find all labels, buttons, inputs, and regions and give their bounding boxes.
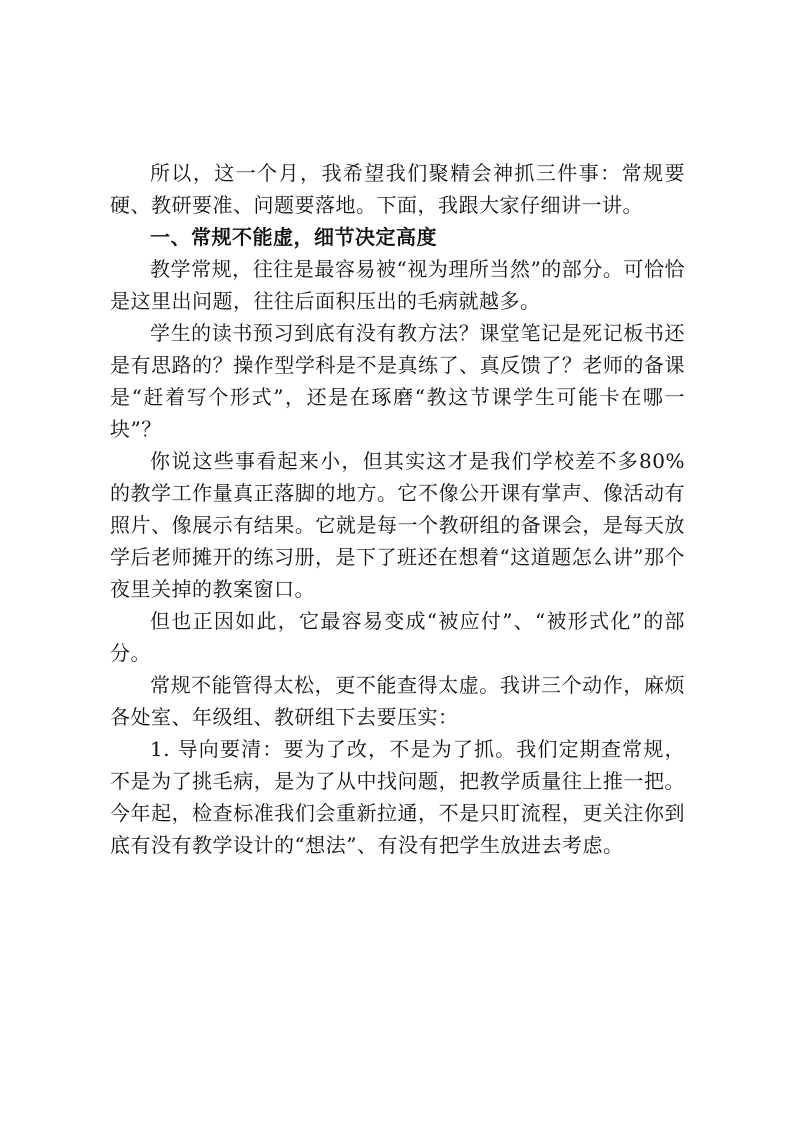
paragraph: 你说这些事看起来小，但其实这才是我们学校差不多80%的教学工作量真正落脚的地方。它不像公开课有掌声、像活动有照片、像展示有结果。它就是每一个教研组的备课会，是每天放学后老师摊开的练习册，是下了班还在想着“这道题怎么讲”那个夜里关掉的教案窗口。 <box>110 449 685 601</box>
paragraph-intro: 所以，这一个月，我希望我们聚精会神抓三件事：常规要硬、教研要准、问题要落地。下面，我跟大家仔细讲一讲。 <box>110 161 685 217</box>
paragraph: 但也正因如此，它最容易变成“被应付”、“被形式化”的部分。 <box>110 609 685 665</box>
paragraph: 教学常规，往往是最容易被“视为理所当然”的部分。可恰恰是这里出问题，往往后面积压出的毛病就越多。 <box>110 257 685 313</box>
document-body <box>110 157 685 861</box>
section-heading: 一、常规不能虚，细节决定高度 <box>150 225 437 249</box>
paragraph: 常规不能管得太松，更不能查得太虚。我讲三个动作，麻烦各处室、年级组、教研组下去要压实： <box>110 673 685 729</box>
numbered-paragraph: 1. 导向要清：要为了改，不是为了抓。我们定期查常规，不是为了挑毛病，是为了从中找问题，把教学质量往上推一把。今年起，检查标准我们会重新拉通，不是只盯流程，更关注你到底有没有教学设计的“想法”、有没有把学生放进去考虑。 <box>110 737 685 857</box>
paragraph: 学生的读书预习到底有没有教方法？课堂笔记是死记板书还是有思路的？操作型学科是不是真练了、真反馈了？老师的备课是“赶着写个形式”，还是在琢磨“教这节课学生可能卡在哪一块”？ <box>110 321 685 441</box>
